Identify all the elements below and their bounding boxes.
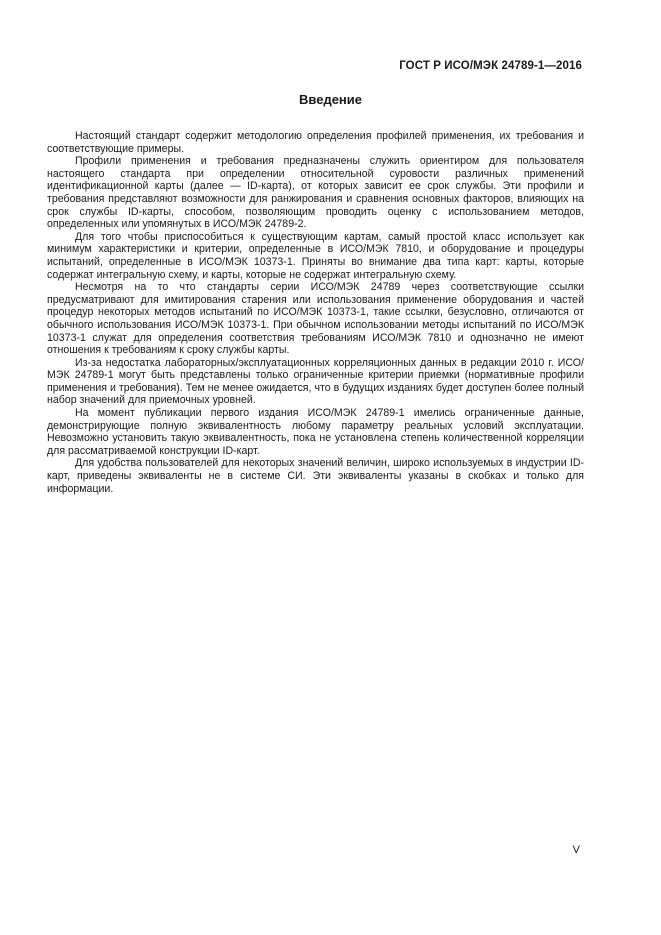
paragraph: На момент публикации первого издания ИСО/МЭК 24789-1 имелись ограниченные данные, демонстрирующие полную эквивалентность любому параметру реальных условий эксплуатации. Невозможно установить такую эквивалентность, пока не установлена степень количественной корреляции для рассматриваемой конструкции ID-карт. [47,407,584,457]
paragraph: Профили применения и требования предназначены служить ориентиром для пользователя настоящего стандарта при определении относительной суровости различных применений идентификационной карты (далее — ID-карта), от которых зависит ее срок службы. Эти профили и требования представляют возможности для ранжирования и сравнения основных факторов, влияющих на срок службы ID-карты, способом, позволяющим проводить оценку с использованием методов, определенных или упомянутых в ИСО/МЭК 24789-2. [47,155,584,231]
paragraph: Несмотря на то что стандарты серии ИСО/МЭК 24789 через соответствующие ссылки предусматривают для имитирования старения или использования применение оборудования и частей процедур некоторых методов испытаний по ИСО/МЭК 10373-1, такие ссылки, безусловно, отличаются от обычного использования ИСО/МЭК 10373-1. При обычном использовании методы испытаний по ИСО/МЭК 10373-1 служат для определения соответствия требованиям ИСО/МЭК 7810 и однозначно не имеют отношения к требованиям к сроку службы карты. [47,281,584,357]
page-number: V [572,844,580,856]
paragraph: Настоящий стандарт содержит методологию определения профилей применения, их требования и соответствующие примеры. [47,130,584,155]
paragraph: Из-за недостатка лабораторных/эксплуатационных корреляционных данных в редакции 2010 г. ИСО/МЭК 24789-1 могут быть представлены только ограниченные критерии приемки (нормативные профили применения и требования). Тем не менее ожидается, что в будущих изданиях будет доступен более полный набор значений для приемочных уровней. [47,356,584,407]
document-header-id: ГОСТ Р ИСО/МЭК 24789-1—2016 [399,60,582,72]
section-title: Введение [299,92,362,107]
paragraph: Для удобства пользователей для некоторых значений величин, широко используемых в индустрии ID-карт, приведены эквиваленты не в системе СИ. Эти эквиваленты указаны в скобках и только для информации. [47,457,584,495]
body-text [47,130,584,495]
paragraph: Для того чтобы приспособиться к существующим картам, самый простой класс использует как минимум характеристики и критерии, определенные в ИСО/МЭК 7810, и оборудование и процедуры испытаний, определенные в ИСО/МЭК 10373-1. Приняты во внимание два типа карт: карты, которые содержат интегральную схему, и карты, которые не содержат интегральную схему. [47,230,584,281]
